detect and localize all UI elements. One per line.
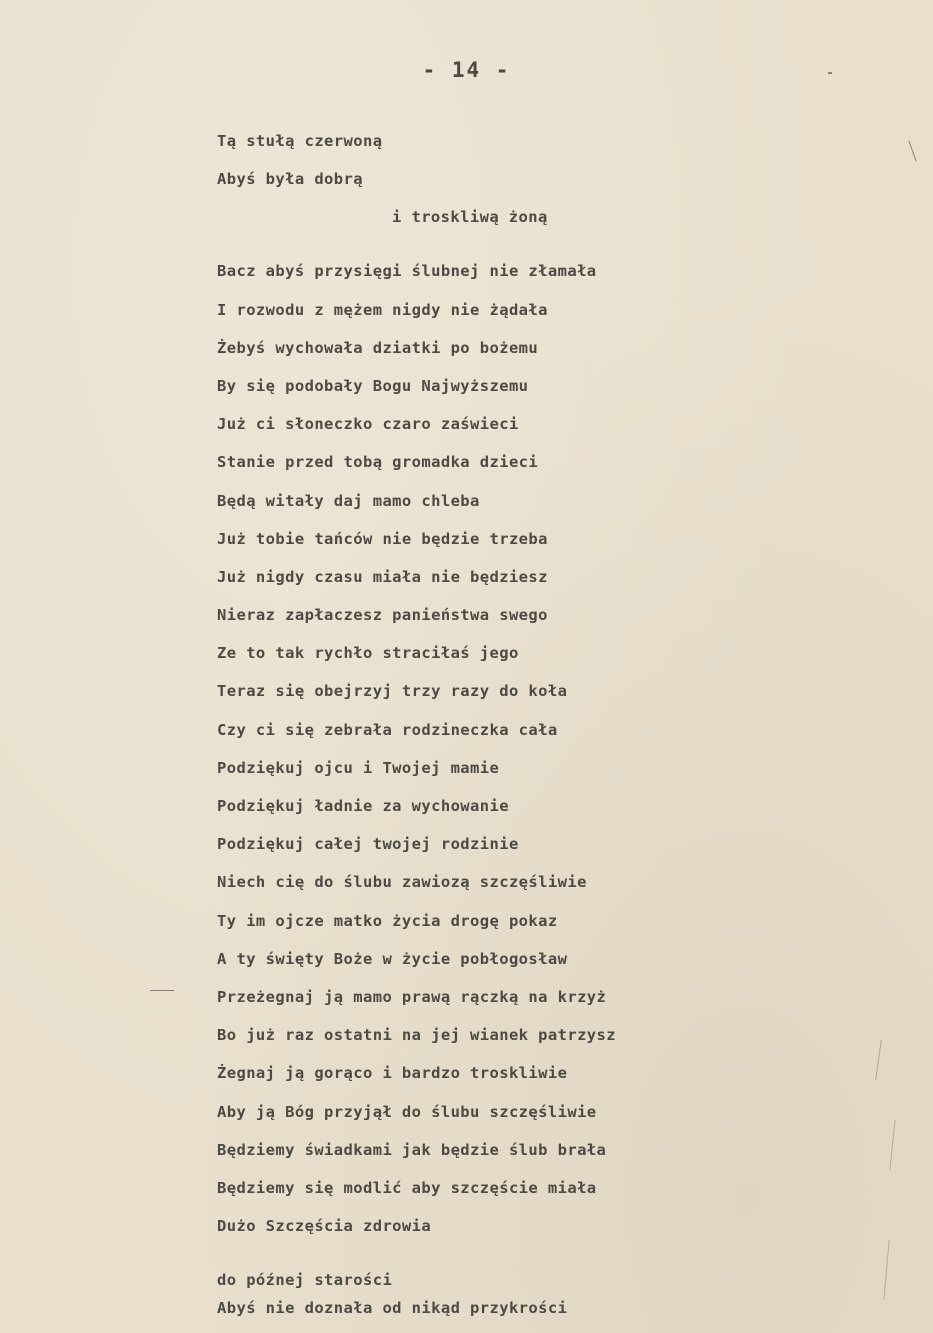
text-line: Bo już raz ostatni na jej wianek patrzysz [217, 1026, 617, 1045]
text-line: Będziemy świadkami jak będzie ślub brała [217, 1140, 607, 1159]
text-line: Będziemy się modlić aby szczęście miała [217, 1178, 597, 1197]
paper-mark [875, 1040, 882, 1080]
text-line: Już ci słoneczko czaro zaświeci [217, 415, 519, 434]
paper-mark [150, 990, 174, 991]
paper-mark [908, 140, 916, 161]
text-line: Żegnaj ją gorąco i bardzo troskliwie [217, 1064, 568, 1083]
text-line: Dużo Szczęścia zdrowia [217, 1217, 432, 1236]
text-line: I rozwodu z mężem nigdy nie żądała [217, 300, 548, 319]
text-line: Już nigdy czasu miała nie będziesz [217, 567, 548, 586]
text-line: Podziękuj ojcu i Twojej mamie [217, 758, 500, 777]
text-line: Ze to tak rychło straciłaś jego [217, 644, 519, 663]
text-line: Niech cię do ślubu zawiozą szczęśliwie [217, 873, 587, 892]
text-line: Przeżegnaj ją mamo prawą rączką na krzyż [217, 987, 607, 1006]
text-line: Tą stułą czerwoną [217, 132, 383, 150]
text-line: Już tobie tańców nie będzie trzeba [217, 529, 548, 548]
paper-mark [828, 72, 832, 74]
text-line: Abyś nie doznała od nikąd przykrości [217, 1299, 568, 1318]
text-line: Podziękuj całej twojej rodzinie [217, 835, 519, 854]
text-line: Ty im ojcze matko życia drogę pokaz [217, 911, 558, 930]
text-line: Czy ci się zebrała rodzineczka cała [217, 720, 558, 739]
text-line: Aby ją Bóg przyjął do ślubu szczęśliwie [217, 1102, 597, 1121]
text-line: i troskliwą żoną [392, 208, 548, 227]
text-line: By się podobały Bogu Najwyższemu [217, 376, 529, 395]
text-line: Nieraz zapłaczesz panieństwa swego [217, 606, 548, 625]
text-line: Bacz abyś przysięgi ślubnej nie złamała [217, 262, 597, 281]
text-line: Teraz się obejrzyj trzy razy do koła [217, 682, 568, 701]
text-line: Będą witały daj mamo chleba [217, 491, 480, 510]
paper-mark [889, 1120, 895, 1170]
text-line: Podziękuj ładnie za wychowanie [217, 797, 509, 815]
text-line: do późnej starości [217, 1271, 393, 1290]
page-number: - 14 - [422, 58, 511, 82]
text-line: Stanie przed tobą gromadka dzieci [217, 453, 539, 472]
text-line: Abyś była dobrą [217, 170, 363, 189]
text-line: A ty święty Boże w życie pobłogosław [217, 949, 568, 968]
text-line: Żebyś wychowała dziatki po bożemu [217, 338, 539, 357]
paper-mark [883, 1240, 889, 1300]
poem-text [217, 126, 737, 1331]
